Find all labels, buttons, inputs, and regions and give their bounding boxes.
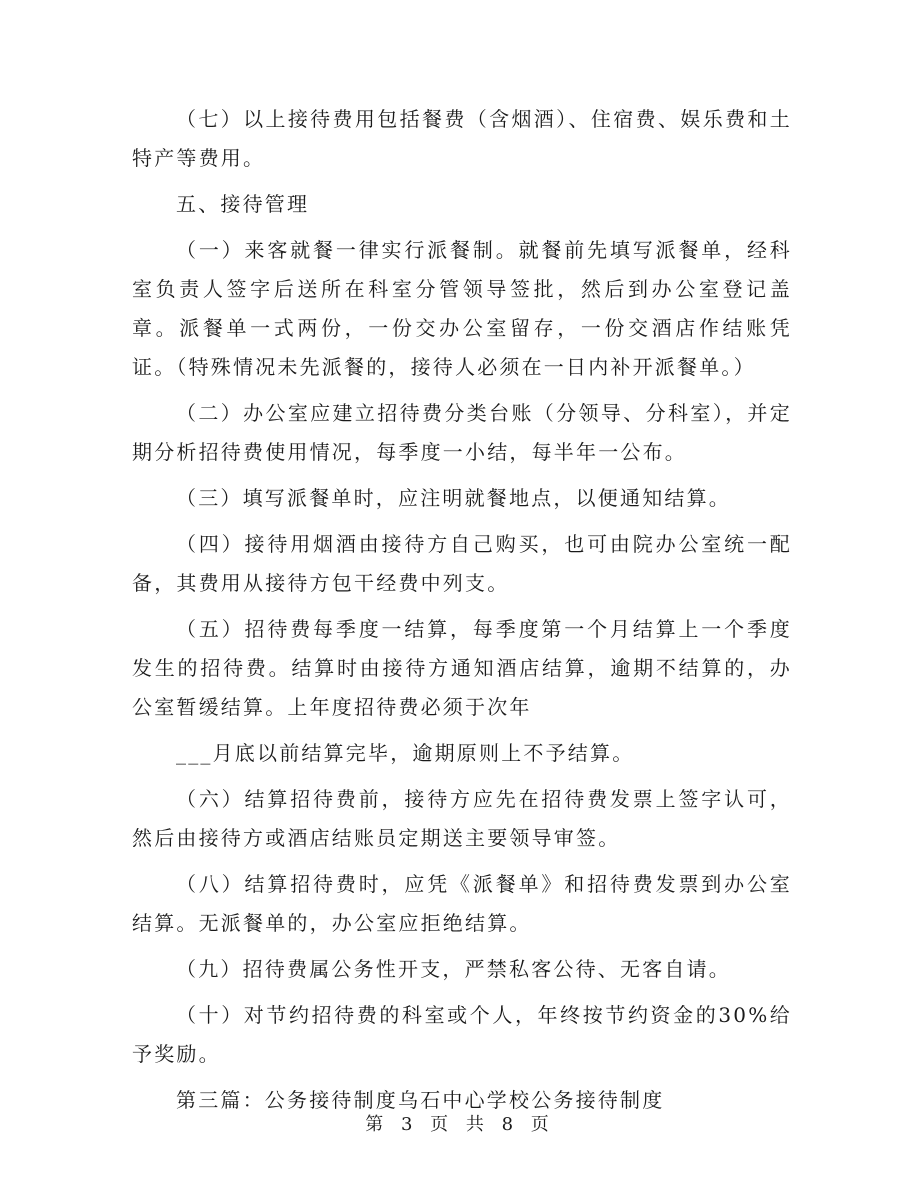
paragraph-item-3-meal-location: （三）填写派餐单时，应注明就餐地点，以便通知结算。 — [176, 486, 731, 510]
chapter-heading-part-three: 第三篇：公务接待制度乌石中心学校公务接待制度 — [176, 1088, 665, 1112]
paragraph-item-9-official-expense: （九）招待费属公务性开支，严禁私客公待、无客自请。 — [176, 957, 731, 981]
paragraph-item-10-reward: （十）对节约招待费的科室或个人，年终按节约资金的30%给予奖励。 — [132, 1003, 792, 1066]
paragraph-item-1-meal-dispatch: （一）来客就餐一律实行派餐制。就餐前先填写派餐单，经科室负责人签字后送所在科室分管领导签批，然后到办公室登记盖章。派餐单一式两份，一份交办公室留存，一份交酒店作结账凭证。（特殊情况未先派餐的，接待人必须在一日内补开派餐单。） — [132, 238, 792, 379]
paragraph-item-8-settlement-documents: （八）结算招待费时，应凭《派餐单》和招待费发票到办公室结算。无派餐单的，办公室应拒绝结算。 — [132, 872, 792, 935]
page-number-footer: 第 3 页 共 8 页 — [365, 1114, 555, 1135]
paragraph-item-5-quarterly-settlement: （五）招待费每季度一结算，每季度第一个月结算上一个季度发生的招待费。结算时由接待方通知酒店结算，逾期不结算的，办公室暂缓结算。上年度招待费必须于次年 — [132, 617, 792, 719]
paragraph-item-6-invoice-sign: （六）结算招待费前，接待方应先在招待费发票上签字认可，然后由接待方或酒店结账员定期送主要领导审签。 — [132, 787, 792, 850]
section-heading-reception-management: 五、接待管理 — [176, 192, 310, 216]
paragraph-item-2-ledger: （二）办公室应建立招待费分类台账（分领导、分科室），并定期分析招待费使用情况，每季度一小结，每半年一公布。 — [132, 401, 792, 464]
paragraph-item-7-expense-scope: （七）以上接待费用包括餐费（含烟酒）、住宿费、娱乐费和土特产等费用。 — [132, 107, 792, 170]
paragraph-item-4-tobacco-alcohol: （四）接待用烟酒由接待方自己购买，也可由院办公室统一配备，其费用从接待方包干经费中列支。 — [132, 532, 792, 595]
paragraph-settlement-deadline: ___月底以前结算完毕，逾期原则上不予结算。 — [176, 741, 635, 765]
document-body — [132, 100, 792, 1120]
